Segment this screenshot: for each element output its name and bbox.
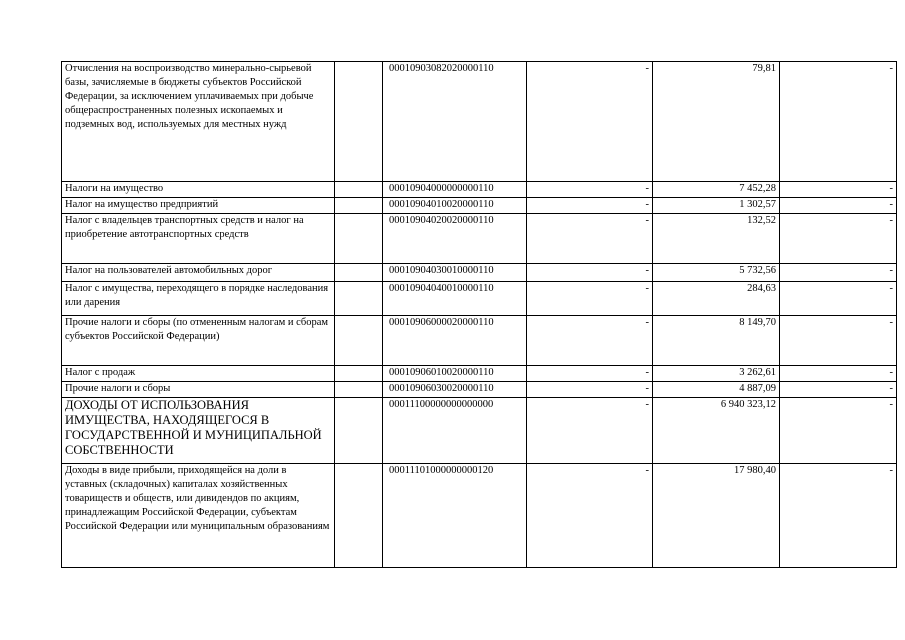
row-code: 00010904010020000110: [383, 198, 527, 214]
row-name: Налог с продаж: [62, 366, 335, 382]
row-value: 8 149,70: [653, 316, 780, 366]
row-name: Налог на имущество предприятий: [62, 198, 335, 214]
empty-cell: [335, 214, 383, 264]
row-col3: -: [527, 214, 653, 264]
table-row: [62, 264, 897, 282]
row-col3: -: [527, 182, 653, 198]
table-row: [62, 464, 897, 568]
empty-cell: [335, 182, 383, 198]
row-code: 00011100000000000000: [383, 398, 527, 464]
row-value: 5 732,56: [653, 264, 780, 282]
table-row: [62, 282, 897, 316]
row-col3: -: [527, 198, 653, 214]
empty-cell: [335, 198, 383, 214]
table-row: [62, 382, 897, 398]
row-value: 6 940 323,12: [653, 398, 780, 464]
empty-cell: [335, 316, 383, 366]
row-col3: -: [527, 264, 653, 282]
empty-cell: [335, 366, 383, 382]
table-row: [62, 198, 897, 214]
empty-cell: [335, 282, 383, 316]
row-name: Прочие налоги и сборы (по отмененным налогам и сборам субъектов Российской Федерации): [62, 316, 335, 366]
row-value: 3 262,61: [653, 366, 780, 382]
row-value: 284,63: [653, 282, 780, 316]
row-col5: -: [780, 264, 897, 282]
row-col3: -: [527, 398, 653, 464]
row-value: 7 452,28: [653, 182, 780, 198]
row-name: Налог с владельцев транспортных средств и налог на приобретение автотранспортных средств: [62, 214, 335, 264]
row-code: 00010904030010000110: [383, 264, 527, 282]
row-col5: -: [780, 382, 897, 398]
empty-cell: [335, 264, 383, 282]
row-col5: -: [780, 282, 897, 316]
row-col3: -: [527, 464, 653, 568]
row-col3: -: [527, 282, 653, 316]
row-code: 00010904040010000110: [383, 282, 527, 316]
row-value: 17 980,40: [653, 464, 780, 568]
row-col3: -: [527, 382, 653, 398]
row-col5: -: [780, 398, 897, 464]
row-value: 79,81: [653, 62, 780, 182]
table-row: [62, 62, 897, 182]
row-name: Налог с имущества, переходящего в порядке наследования или дарения: [62, 282, 335, 316]
row-name: Налоги на имущество: [62, 182, 335, 198]
row-col3: -: [527, 316, 653, 366]
row-col3: -: [527, 366, 653, 382]
table-row: [62, 182, 897, 198]
row-name: Налог на пользователей автомобильных дорог: [62, 264, 335, 282]
row-code: 00010906030020000110: [383, 382, 527, 398]
row-col5: -: [780, 316, 897, 366]
row-col5: -: [780, 214, 897, 264]
row-col3: -: [527, 62, 653, 182]
empty-cell: [335, 62, 383, 182]
row-col5: -: [780, 198, 897, 214]
table-row: [62, 316, 897, 366]
row-value: 4 887,09: [653, 382, 780, 398]
row-name: ДОХОДЫ ОТ ИСПОЛЬЗОВАНИЯ ИМУЩЕСТВА, НАХОДЯЩЕГОСЯ В ГОСУДАРСТВЕННОЙ И МУНИЦИПАЛЬНОЙ СОБСТВЕННОСТИ: [62, 398, 335, 464]
row-col5: -: [780, 182, 897, 198]
row-code: 00010906000020000110: [383, 316, 527, 366]
revenue-table: [61, 61, 897, 568]
table-row: [62, 214, 897, 264]
row-code: 00010903082020000110: [383, 62, 527, 182]
row-col5: -: [780, 464, 897, 568]
row-code: 00010906010020000110: [383, 366, 527, 382]
empty-cell: [335, 398, 383, 464]
row-name: Отчисления на воспроизводство минерально-сырьевой базы, зачисляемые в бюджеты субъектов Российской Федерации, за исключением уплачиваемых при добыче общераспространенных полезных ископаемых и подземных вод, используемых для местных нужд: [62, 62, 335, 182]
row-value: 1 302,57: [653, 198, 780, 214]
row-code: 00010904020020000110: [383, 214, 527, 264]
table-row: [62, 398, 897, 464]
row-name: Доходы в виде прибыли, приходящейся на доли в уставных (складочных) капиталах хозяйственных товариществ и обществ, или дивидендов по акциям, принадлежащим Российской Федерации, субъектам Российской Федерации или муниципальным образованиям: [62, 464, 335, 568]
row-col5: -: [780, 62, 897, 182]
row-name: Прочие налоги и сборы: [62, 382, 335, 398]
table-row: [62, 366, 897, 382]
row-code: 00010904000000000110: [383, 182, 527, 198]
row-col5: -: [780, 366, 897, 382]
row-value: 132,52: [653, 214, 780, 264]
row-code: 00011101000000000120: [383, 464, 527, 568]
empty-cell: [335, 382, 383, 398]
empty-cell: [335, 464, 383, 568]
